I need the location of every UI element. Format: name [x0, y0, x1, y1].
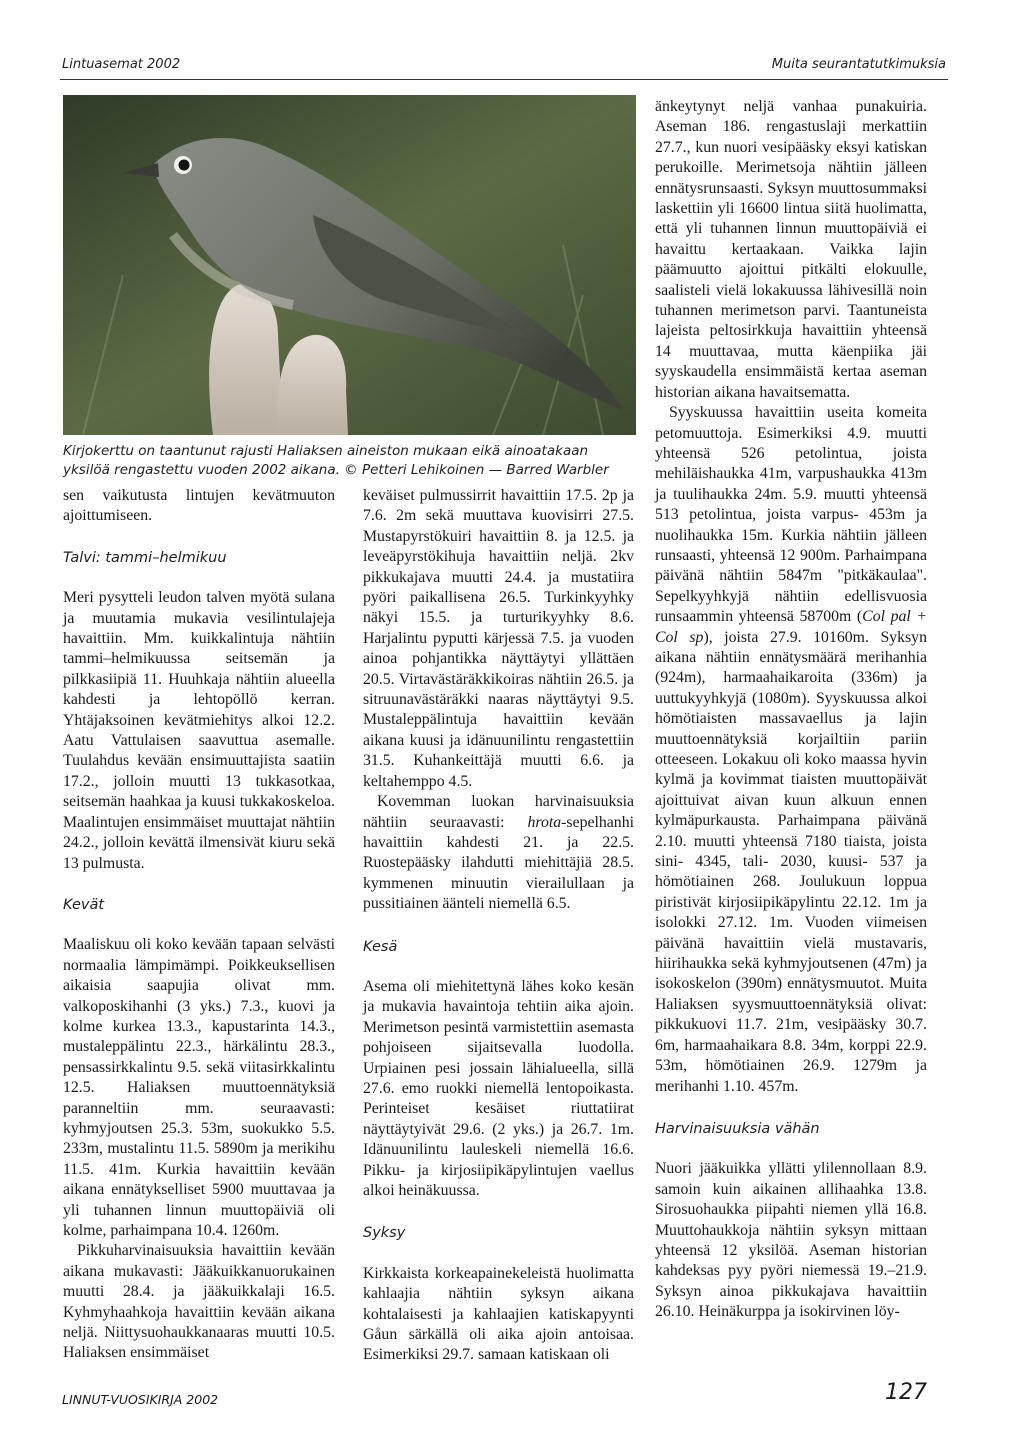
paragraph [363, 792, 634, 914]
photo-caption [63, 442, 633, 480]
section-heading-harvinaisuuksia: Harvinaisuuksia vähän [655, 1120, 820, 1137]
footer-journal: LINNUT-VUOSIKIRJA 2002 [62, 1392, 219, 1407]
page-number: 127 [885, 1380, 927, 1405]
paragraph [655, 403, 927, 1097]
taxon-name: hrota [527, 813, 562, 831]
barred-warbler-image [63, 95, 636, 435]
column-2 [363, 486, 634, 1366]
caption-text: Kirjokerttu on taantunut rajusti Haliaksen aineiston mukaan eikä ainoatakaan yksilöä rengastettu vuoden 2002 aikana. © Petteri Lehikoinen — Barred Warbler [63, 443, 609, 478]
paragraph: sen vaikutusta lintujen kevätmuuton ajoittumiseen. [63, 487, 335, 525]
header-rule [60, 79, 948, 80]
paragraph: keväiset pulmussirrit havaittiin 17.5. 2p ja 7.6. 2m sekä muuttava kuovisirri 27.5. Mustapyrstökuiri havaittiin 8. ja 12.5. ja leveäpyrstökihuja havaittiin neljä. 2kv pikkukajava muutti 24.4. ja mustatiira pyöri paikallisena 26.5. Turkinkyyhky näkyi 15.5. ja turturikyyhky 8.6. Harjalintu pyputti kärjessä 7.5. ja vuoden ainoa pohjantikka näyttäytyi yllättäen 20.5. Virtavästäräkkikoiras nähtiin 26.5. ja sitruunavästäräkki naaras näyttäytyi 9.5. Mustaleppälintuja havaittiin kevään aikana kuusi ja idänuunilintu rengastettiin 31.5. Kuhankeittäjä muutti 6.6. ja keltahemppo 4.5. [363, 487, 634, 790]
text-run: ), joista 27.9. 10160m. Syksyn aikana nähtiin ennätysmäärä merihanhia (924m), harmaahaikaroita (336m) ja uuttukyyhkyjä (1080m). Syyskuussa alkoi hömötiaisten massavaellus ja lajin muuttoennätyksiä korjailtiin pariin otteeseen. Lokakuu oli koko maassa hyvin kylmä ja kovimmat tiaisten muuttopäivät ajoittuivat aivan kuun alkuun ennen kylmäpurkausta. Parhaimpana päivänä 2.10. muutti yhteensä 7180 tiaista, joista sini- 4345, tali- 2030, kuusi- 537 ja hömötiainen 268. Joulukuun loppua piristivät kirjosiipikäpylintu 22.12. 1m ja isolokki 27.12. 1m. Vuoden viimeisen päivänä havaittiin vielä mustavaris, hiirihaukka sekä kyhmyjoutsenen (47m) ja isokoskelon (390m) ennätysmuutot. Muita Haliaksen syysmuuttoennätyksiä olivat: pikkukuovi 11.7. 21m, vesipääsky 30.7. 6m, harmaahaikara 8.8. 34m, korppi 22.9. 53m, hömötiainen 26.9. 1279m ja merihanhi 1.10. 457m. [655, 628, 927, 1095]
section-heading-talvi: Talvi: tammi–helmikuu [63, 549, 227, 566]
paragraph: Asema oli miehitettynä lähes koko kesän ja mukavia havaintoja tehtiin aika ajoin. Merimetson pesintä varmistettiin asemasta pohjoiseen sijaitsevalla luodolla. Urpiainen pesi jossain lähialueella, sillä 27.6. emo ruokki niemellä lentopoikasta. Perinteiset kesäiset riuttatiirat näyttäytyivät 29.6. (2 yks.) ja 26.7. 1m. Idänuunilintu lauleskeli niemellä 16.6. Pikku- ja kirjosiipikäpylintujen vaellus alkoi heinäkuussa. [363, 977, 634, 1199]
paragraph: Kirkkaista korkeapainekeleistä huolimatta kahlaajia nähtiin syksyn aikana kohtalaisesti ja kahlaajien katiskapyynti Gåun särkällä oli aika ajoin antoisaa. Esimerkiksi 29.7. samaan katiskaan oli [363, 1264, 634, 1364]
paragraph: Pikkuharvinaisuuksia havaittiin kevään aikana mukavasti: Jääkuikkanuorukainen muutti 28.4. ja jääkuikkalaji 16.5. Kyhmyhaahkoja havaittiin kevään aikana neljä. Niittysuohaukkanaaras muutti 10.5. Haliaksen ensimmäiset [63, 1242, 335, 1362]
text-run: Syyskuussa havaittiin useita komeita petomuuttoja. Esimerkiksi 4.9. muutti yhteensä 526 petolintua, joista mehiläishaukka 41m, varpushaukka 413m ja tuulihaukka 24m. 5.9. muutti yhteensä 513 petolintua, joista varpus- 453m ja nuolihaukka 15m. Kurkia nähtiin jälleen runsaasti, yhteensä 12 900m. Parhaimpana päivänä nähtiin 5847m "pitkäkaulaa". Sepelkyyhkyjä nähtiin edellisvuosia runsaammin yhteensä 58700m ( [655, 404, 927, 626]
column-3 [655, 97, 927, 1323]
paragraph: Nuori jääkuikka yllätti ylilennollaan 8.9. samoin kuin aikainen allihaahka 13.8. Sirosuohaukka piipahti niemen yllä 16.8. Muuttohaukkoja nähtiin syksyn mittaan yhteensä 12 yksilöä. Aseman historian kahdeksas pyy pyöri niemessä 19.–21.9. Syksyn ainoa pikkukajava havaittiin 26.10. Heinäkurppa ja isokirvinen löy- [655, 1160, 927, 1321]
bird-photo [63, 95, 636, 435]
running-header-left: Lintuasemat 2002 [62, 57, 181, 72]
text-run: Kovemman luokan harvinaisuuksia nähtiin seuraavasti: [363, 793, 634, 831]
paragraph: Meri pysytteli leudon talven myötä sulana ja muutamia mukavia vesilintulajeja havaittiin. Mm. kuikkalintuja nähtiin tammi–helmikuussa seitsemän ja pilkkasiipiä 11. Huuhkaja nähtiin alueella kahdesti ja lehtopöllö kerran. Yhtäjaksoinen kevätmiehitys alkoi 12.2. Aatu Vattulaisen saavuttua asemalle. Tuulahdus kevään ensimuuttajista saatiin 17.2., jolloin muutti 13 tukkasotkaa, seitsemän haahkaa ja kuusi tukkakoskeloa. Maalintujen ensimmäiset muuttajat nähtiin 24.2., jolloin kevättä ilmensivät kiuru sekä 13 pulmusta. [63, 589, 335, 872]
section-heading-kevat: Kevät [63, 896, 105, 913]
taxon-abbrev: Col pal + Col sp [655, 608, 927, 646]
paragraph: änkeytynyt neljä vanhaa punakuiria. Aseman 186. rengastuslaji merkattiin 27.7., kun nuori vesipääsky eksyi katiskan perukoille. Merimetsoja nähtiin jälleen ennätysrunsaasti. Syksyn muuttosummaksi laskettiin yli 16600 lintua siitä huolimatta, että yli tuhannen linnun muuttopäiviä ei havaittu kertaakaan. Vaikka lajin päämuutto ajoittui pitkälti elokuulle, saalisteli vielä lokakuussa lähivesillä noin tuhannen merimetson parvi. Taantuneista lajeista peltosirkkuja havaittiin yhteensä 14 muuttavaa, mutta käenpiika jäi syyskaudella ensimmäistä kertaa aseman historian aikana havaitsematta. [655, 98, 927, 401]
running-header-right: Muita seurantatutkimuksia [771, 57, 946, 72]
paragraph: Maaliskuu oli koko kevään tapaan selvästi normaalia lämpimämpi. Poikkeuksellisen aikaisia saapujia olivat mm. valkoposkihanhi (3 yks.) 7.3., kuovi ja kolme kurkea 13.3., kapustarinta 14.3., mustaleppälintu 22.3., härkälintu 28.3., pensassirkkalintu 9.5. sekä viitasirkkalintu 12.5. Haliaksen muuttoennätyksiä paranneltiin mm. seuraavasti: kyhmyjoutsen 25.3. 53m, suokukko 5.5. 233m, mustalintu 11.5. 5890m ja merikihu 11.5. 41m. Kurkia havaittiin kevään aikana ennätykselliset 5900 muuttavaa ja yli tuhannen linnun muuttopäiviä oli kolme, parhaimpana 10.4. 1260m. [63, 936, 335, 1239]
section-heading-kesa: Kesä [363, 938, 398, 955]
text-run: -sepelhanhi havaittiin kahdesti 21. ja 22.5. Ruostepääsky ilahdutti miehittäjiä 28.5. kymmenen minuutin vierailullaan ja pussitiainen äänteli niemellä 6.5. [363, 813, 634, 913]
section-heading-syksy: Syksy [363, 1225, 406, 1242]
column-1 [63, 486, 335, 1364]
